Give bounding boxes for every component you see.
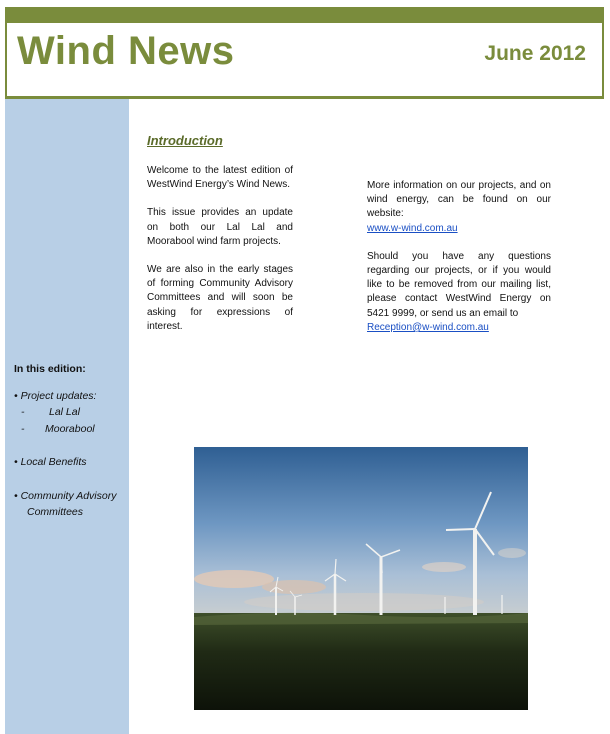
intro-column — [147, 164, 293, 348]
intro-paragraph-committees: We are also in the early stages of forming Community Advisory Committees and will soon be asking for expressions of interest. — [147, 264, 293, 332]
list-dash: - — [21, 406, 25, 418]
email-link[interactable]: Reception@w-wind.com.au — [367, 321, 489, 333]
newsletter-header — [5, 23, 604, 99]
list-item-lal-lal: Lal Lal — [49, 406, 80, 418]
list-dash: - — [21, 423, 25, 435]
list-item-community-advisory: • Community Advisory — [14, 490, 117, 502]
wind-turbine-photo — [194, 447, 528, 710]
info-paragraph-more: More information on our projects, and on wind energy, can be found on our website: — [367, 180, 551, 220]
info-paragraph-contact: Should you have any questions regarding our projects, or if you would like to be removed from our mailing list, please contact WestWind Energy on 5421 9999, or send us an email to — [367, 250, 551, 319]
sidebar-heading: In this edition: — [14, 363, 86, 375]
website-link[interactable]: www.w-wind.com.au — [367, 222, 458, 234]
intro-paragraph-update: This issue provides an update on both our Lal Lal and Moorabool wind farm projects. — [147, 207, 293, 247]
issue-date: June 2012 — [484, 42, 586, 65]
list-item-local-benefits: • Local Benefits — [14, 456, 87, 468]
info-column — [367, 179, 551, 349]
intro-paragraph-welcome: Welcome to the latest edition of WestWind Energy’s Wind News. — [147, 165, 293, 191]
list-item-moorabool: Moorabool — [45, 423, 95, 435]
newsletter-title: Wind News — [17, 29, 235, 73]
list-item-committees: Committees — [27, 506, 84, 518]
introduction-heading: Introduction — [147, 133, 223, 148]
list-item-project-updates: • Project updates: — [14, 390, 97, 402]
sidebar — [5, 99, 129, 734]
header-top-bar — [5, 7, 604, 23]
